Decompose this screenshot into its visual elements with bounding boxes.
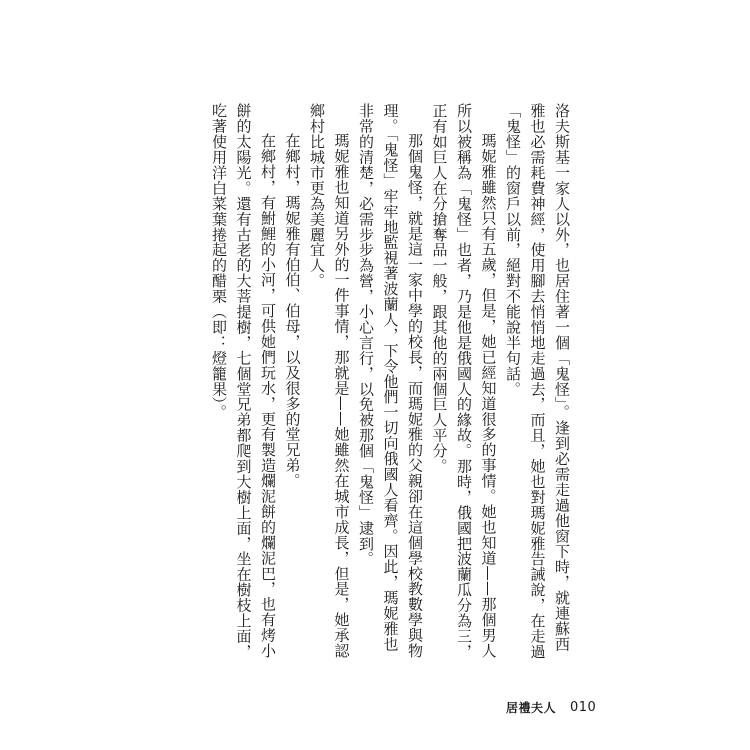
- running-title: 居禮夫人: [506, 700, 557, 715]
- paragraph: 在鄉村，瑪妮雅有伯伯、伯母，以及很多的堂兄弟。: [283, 133, 302, 489]
- body-text: [207, 103, 575, 663]
- paragraph: 那個鬼怪，就是這一家中學的校長，而瑪妮雅的父親卻在這個學校教數學與物理。「鬼怪」牢牢地監視著波蘭人，下令他們一切向俄國人看齊。因此，瑪妮雅也非常的清楚，必需步步為營，小心言行，以免被那個「鬼怪」逮到。: [357, 103, 424, 659]
- paragraph: 瑪妮雅雖然只有五歲，但是，她已經知道很多的事情。她也知道——那個男人所以被稱為「鬼怪」也者，乃是他是俄國人的緣故。那時，俄國把波蘭瓜分為三，正有如巨人在分搶奪品一般，跟其他的兩個巨人平分。: [430, 103, 498, 660]
- paragraph: 洛夫斯基一家人以外，也居住著一個「鬼怪」。逢到必需走過他窗下時，就連蘇西雅也必需耗費神經，使用腳去悄悄地走過去，而且，她也對瑪妮雅告誡說，在走過「鬼怪」的窗戶以前，絕對不能說半句話。: [504, 103, 571, 660]
- page-footer: [506, 697, 596, 717]
- page-number: 010: [570, 699, 597, 715]
- paragraph: 瑪妮雅也知道另外的一件事情，那就是——她雖然在城市成長，但是，她承認鄉村比城市更為美麗宜人。: [308, 103, 351, 659]
- paragraph: 在鄉村，有鮒鯉的小河，可供她們玩水，更有製造爛泥餅的爛泥巴，也有烤小餅的太陽光。還有古老的大菩提樹，七個堂兄弟都爬到大樹上面，坐在樹枝上面，吃著使用洋白菜葉捲起的醋栗（即：燈籠果）。: [210, 103, 277, 660]
